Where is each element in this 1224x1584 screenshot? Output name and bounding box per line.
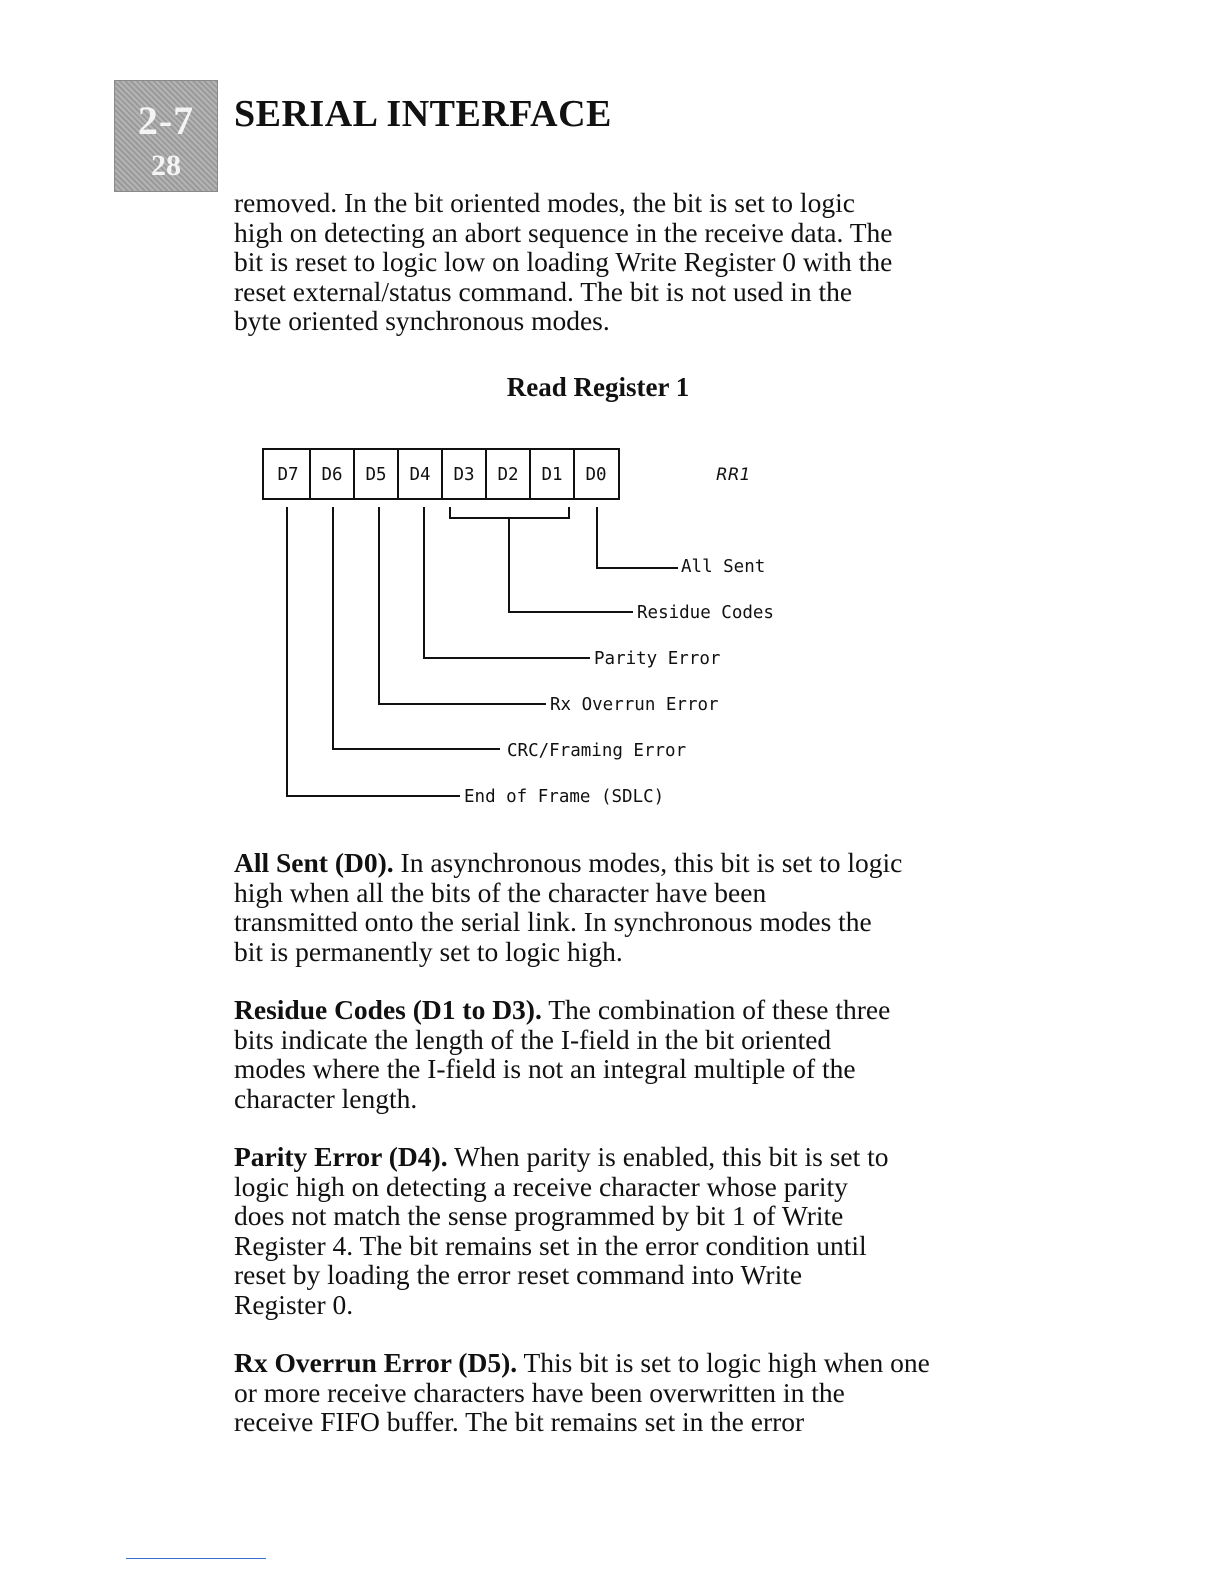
intro-line: byte oriented synchronous modes. [234,305,610,336]
leader-crc-framing-error [333,507,500,749]
section-tab [114,80,218,192]
section-line: bit is permanently set to logic high. [234,935,623,967]
section-line: This bit is set to logic high when one [517,1347,930,1378]
section-heading: All Sent (D0). [234,847,394,878]
intro-line: high on detecting an abort sequence in the receive data. The [234,216,893,248]
section-line: transmitted onto the serial link. In synchronous modes the [234,906,872,937]
page-number: 28 [151,149,181,182]
section-line: In asynchronous modes, this bit is set to logic [393,847,903,878]
leader-end-of-frame [287,507,460,796]
section-number: 2-7 [137,98,195,143]
leader-residue-codes [509,518,633,612]
bit-label-d4: D4 [409,465,431,485]
bit-label-d5: D5 [365,465,387,485]
intro-line: reset external/status command. The bit is not used in the [234,275,853,307]
section-line: Register 0. [234,1288,354,1320]
section-line: does not match the sense programmed by bit 1 of Write [234,1200,844,1231]
bit-label-d2: D2 [497,465,519,485]
section-line: high when all the bits of the character have been [234,876,767,908]
bit-label-d0: D0 [585,465,607,485]
section-line: When parity is enabled, this bit is set to [447,1141,889,1172]
field-label-crc-framing-error: CRC/Framing Error [507,741,687,761]
field-label-rx-overrun-error: Rx Overrun Error [550,695,719,715]
footer-rule [126,1558,266,1559]
section-line: logic high on detecting a receive character whose parity [234,1170,848,1202]
section-line: reset by loading the error reset command into Write [234,1259,803,1290]
leader-parity-error [424,507,590,658]
section-heading: Parity Error (D4). [234,1141,448,1172]
intro-line: removed. In the bit oriented modes, the bit is set to logic [234,187,855,218]
section-line: modes where the I-field is not an integral multiple of the [234,1053,856,1084]
section-rx-overrun-error [234,1348,984,1437]
section-line: Register 4. The bit remains set in the error condition until [234,1229,867,1261]
section-heading: Rx Overrun Error (D5). [234,1347,518,1378]
section-line: bits indicate the length of the I-field in the bit oriented [234,1023,832,1055]
field-label-residue-codes: Residue Codes [637,603,774,623]
field-label-all-sent: All Sent [681,557,766,577]
page-title: SERIAL INTERFACE [234,93,612,135]
bit-label-d3: D3 [453,465,475,485]
bit-label-d7: D7 [277,465,299,485]
leader-rx-overrun-error [379,507,546,704]
bracket-residue-codes [450,507,569,518]
bit-label-d6: D6 [321,465,343,485]
section-line: or more receive characters have been overwritten in the [234,1376,845,1408]
figure-caption: Read Register 1 [506,372,690,402]
section-parity-error [234,1142,984,1319]
section-all-sent [234,848,984,966]
field-label-end-of-frame: End of Frame (SDLC) [464,787,665,807]
section-heading: Residue Codes (D1 to D3). [234,994,542,1025]
register-name: RR1 [716,465,751,485]
intro-paragraph [234,188,984,336]
section-residue-codes [234,995,984,1113]
intro-line: bit is reset to logic low on loading Write Register 0 with the [234,246,893,277]
leader-all-sent [597,507,678,568]
field-label-parity-error: Parity Error [594,649,721,669]
section-line: character length. [234,1082,418,1114]
register-box [263,449,619,499]
section-line: The combination of these three [541,994,891,1025]
bit-label-d1: D1 [541,465,563,485]
section-line: receive FIFO buffer. The bit remains set in the error [234,1406,805,1437]
